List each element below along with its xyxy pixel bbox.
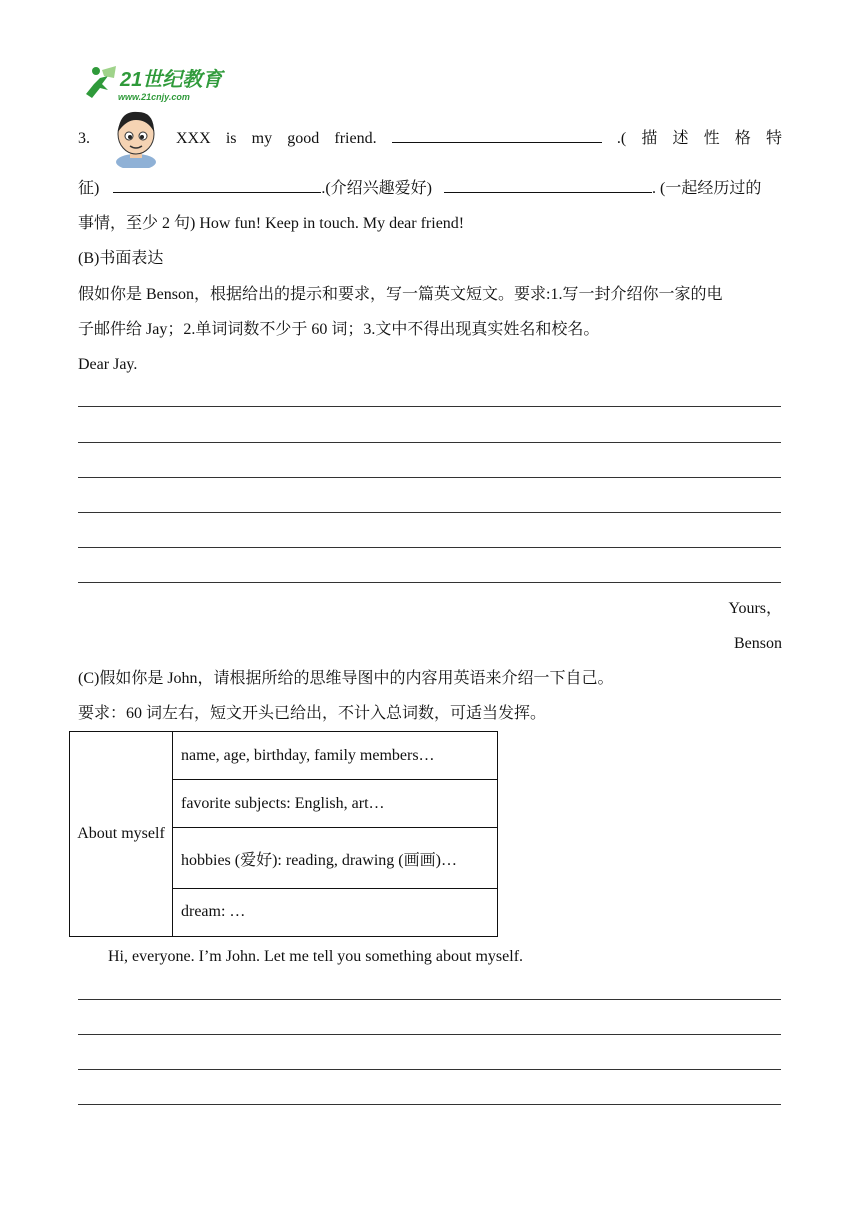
logo <box>80 64 240 104</box>
q3-word: friend. <box>334 130 377 147</box>
section-c-heading: (C)假如你是 John，请根据所给的思维导图中的内容用英语来介绍一下自己。 <box>78 670 614 687</box>
answer-blank[interactable] <box>113 178 321 193</box>
q3-word: is <box>225 130 237 147</box>
answer-blank[interactable] <box>444 178 652 193</box>
mind-map-branch: hobbies (爱好): reading, drawing (画画)… <box>173 828 498 889</box>
q3-char: 特 <box>765 130 782 147</box>
mind-map-branch: name, age, birthday, family members… <box>173 732 498 780</box>
writing-line[interactable] <box>78 1069 781 1070</box>
answer-blank[interactable] <box>392 128 602 143</box>
q3-word: my <box>251 130 273 147</box>
q3-paren-open: .( <box>616 130 627 147</box>
writing-line[interactable] <box>78 477 781 478</box>
q3-char: 性 <box>703 130 720 147</box>
section-c-requirement: 要求：60 词左右，短文开头已给出，不计入总词数，可适当发挥。 <box>78 705 547 722</box>
boy-cartoon-icon <box>108 104 164 168</box>
logo-text: 21世纪教育 <box>120 69 223 91</box>
section-b-instructions: 假如你是 Benson，根据给出的提示和要求，写一篇英文短文。要求:1.写一封介绍你一家的电 <box>78 286 723 303</box>
writing-line[interactable] <box>78 512 781 513</box>
q3-word: XXX <box>176 130 211 147</box>
q3-line-3: 事情，至少 2 句) How fun! Keep in touch. My dear friend! <box>78 215 465 232</box>
q3-text: .(介绍兴趣爱好) <box>321 180 433 197</box>
q3-char: 格 <box>734 130 751 147</box>
writing-line[interactable] <box>78 406 781 407</box>
q3-text: 征) <box>78 180 100 197</box>
writing-line[interactable] <box>78 1034 781 1035</box>
writing-line[interactable] <box>78 547 781 548</box>
q3-line-2 <box>78 178 782 200</box>
writing-line[interactable] <box>78 582 781 583</box>
signature: Benson <box>734 635 782 652</box>
mind-map-branch: dream: … <box>173 888 498 936</box>
mind-map-center: About myself <box>70 732 173 937</box>
logo-url: www.21cnjy.com <box>118 92 190 102</box>
writing-line[interactable] <box>78 442 781 443</box>
q3-text: . (一起经历过的 <box>652 180 762 197</box>
q3-char: 述 <box>672 130 689 147</box>
runner-icon <box>86 66 116 98</box>
salutation: Dear Jay. <box>78 356 138 373</box>
question-number: 3. <box>78 130 90 147</box>
q3-line-1 <box>176 128 782 150</box>
mind-map-table <box>69 731 498 937</box>
q3-word: good <box>287 130 320 147</box>
writing-line[interactable] <box>78 1104 781 1105</box>
section-b-heading: (B)书面表达 <box>78 250 164 267</box>
essay-opening: Hi, everyone. I’m John. Let me tell you something about myself. <box>108 948 524 965</box>
mind-map-branch: favorite subjects: English, art… <box>173 780 498 828</box>
section-b-instructions: 子邮件给 Jay；2.单词词数不少于 60 词；3.文中不得出现真实姓名和校名。 <box>78 321 600 338</box>
writing-line[interactable] <box>78 999 781 1000</box>
q3-char: 描 <box>641 130 658 147</box>
closing: Yours， <box>728 600 782 617</box>
